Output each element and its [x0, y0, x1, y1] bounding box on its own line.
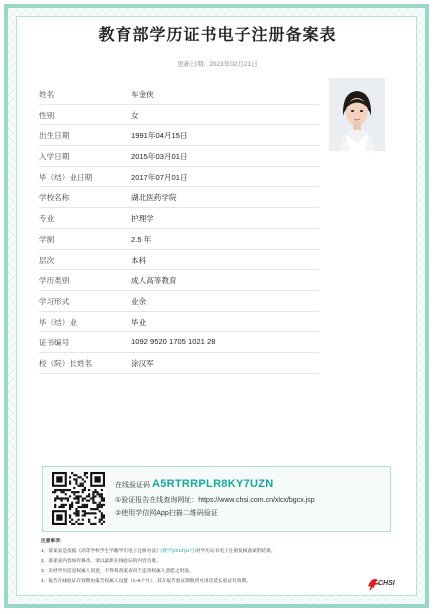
field-label: 证书编号	[39, 338, 70, 348]
field-value: 湖北医药学院	[131, 193, 177, 203]
portrait-photo	[329, 78, 385, 151]
field-label: 入学日期	[39, 152, 70, 162]
field-value: 2.5 年	[131, 234, 152, 244]
field-row	[39, 229, 319, 250]
field-row	[39, 353, 319, 374]
notes-section	[41, 536, 363, 586]
field-row	[39, 291, 319, 312]
note-item: 3、未经学历信息权属人同意，不得将备案表用于违背权属人意愿之用途。	[41, 568, 194, 573]
field-row	[39, 250, 319, 271]
field-value: 车金侠	[131, 90, 154, 99]
field-label: 学习形式	[39, 296, 70, 306]
updated-date-value: 2023年02月21日	[209, 61, 258, 68]
field-row	[39, 105, 319, 126]
field-label: 性别	[39, 110, 55, 120]
verification-app-line: ②使用学信网App扫描二维码验证	[115, 510, 218, 517]
field-value: 涂汉军	[131, 358, 154, 368]
field-value: 成人高等教育	[131, 276, 177, 286]
field-row	[39, 187, 319, 208]
info-table	[39, 84, 319, 374]
note-item: 4、报告在线验证有效期由报告权属人设置（1~6个月），其在报告验证期限到可再次延长验证有效期。	[41, 578, 251, 583]
field-label: 学历类别	[39, 276, 70, 286]
verification-code: A5RTRRPLR8KY7UZN	[152, 478, 274, 490]
field-label: 学制	[39, 234, 55, 244]
field-label: 学校名称	[39, 193, 70, 203]
field-row	[39, 332, 319, 353]
field-row	[39, 270, 319, 291]
field-value: 本科	[131, 255, 147, 265]
verification-box	[42, 466, 391, 532]
field-row	[39, 208, 319, 229]
field-value: 业余	[131, 296, 147, 306]
verification-url-line[interactable]: ①验证报告在线查询网址：https://www.chsi.com.cn/xlcx/bgcx.jsp	[115, 497, 315, 504]
verification-code-line	[115, 478, 274, 490]
field-label: 层次	[39, 255, 55, 265]
field-value: 1092 9520 1705 1021 28	[131, 337, 216, 347]
field-value: 1991年04月15日	[131, 131, 188, 141]
field-row	[39, 146, 319, 167]
field-label: 专业	[39, 214, 55, 224]
field-value: 护理学	[131, 214, 154, 224]
note-1-post: 对学历证书电子注册复核备案的结果。	[195, 548, 276, 553]
field-label: 姓名	[39, 90, 55, 99]
note-1-pre: 1、备案表是依据《高等学校学生学籍学历电子注册办法》	[41, 548, 161, 553]
note-item	[41, 546, 363, 556]
qr-code-icon[interactable]	[52, 472, 105, 525]
field-row	[39, 125, 319, 146]
field-label: 毕（结）业	[39, 317, 77, 327]
note-1-link[interactable]: (教学[2014]11号)	[160, 548, 196, 553]
field-label: 校（院）长姓名	[39, 358, 93, 368]
note-item: 2、备案表内容如有修改，请以最新在线验证的内容为准。	[41, 558, 161, 563]
verification-code-label: 在线验证码	[115, 482, 150, 489]
field-value: 女	[131, 110, 139, 120]
field-row	[39, 312, 319, 333]
field-value: 2015年03月01日	[131, 152, 188, 162]
field-value: 毕业	[131, 317, 147, 327]
field-label: 毕（结）业日期	[39, 172, 93, 182]
field-row	[39, 167, 319, 188]
chsi-logo-text: CHSI	[378, 580, 395, 587]
updated-date-label: 更新日期:	[177, 61, 206, 68]
field-label: 出生日期	[39, 131, 70, 141]
updated-date	[0, 59, 435, 68]
document-title: 教育部学历证书电子注册备案表	[98, 27, 337, 44]
field-row	[39, 84, 319, 105]
field-value: 2017年07月01日	[131, 172, 188, 182]
notes-title: 注意事项：	[41, 538, 65, 543]
